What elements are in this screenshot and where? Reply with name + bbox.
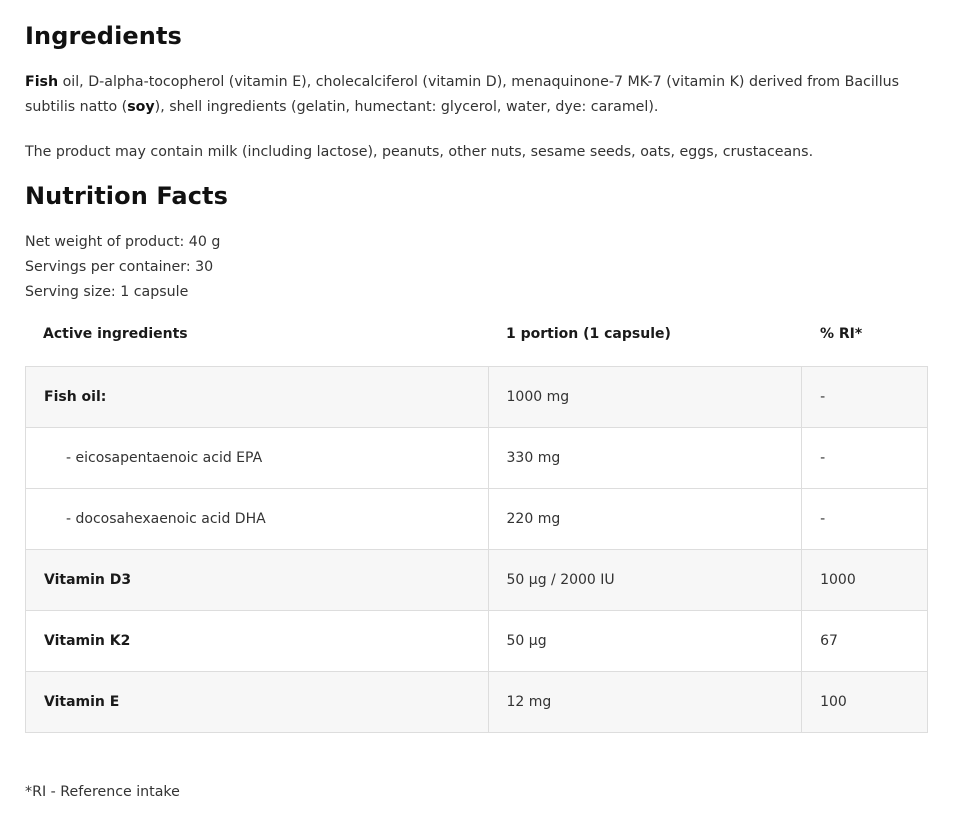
ingredient-ri: - (802, 367, 928, 428)
ingredients-text-part1: oil, D-alpha-tocopherol (vitamin E), cholecalciferol (vitamin D), menaquinone-7 MK-7 (vitamin K) derived from Bacillus subtilis natto ( (25, 74, 900, 115)
ingredient-portion: 12 mg (488, 672, 802, 733)
ingredient-ri: 1000 (802, 550, 928, 611)
ingredient-portion: 1000 mg (488, 367, 802, 428)
allergens-text: The product may contain milk (including lactose), peanuts, other nuts, sesame seeds, oats, eggs, crustaceans. (25, 144, 814, 160)
ingredient-name: Fish oil: (26, 367, 489, 428)
header-ri: % RI* (820, 326, 863, 342)
ingredient-name: Vitamin K2 (26, 611, 489, 672)
header-active-ingredients: Active ingredients (43, 326, 188, 342)
nutrition-meta (25, 230, 220, 305)
servings-per-container: Servings per container: 30 (25, 259, 214, 275)
table-row (26, 367, 928, 428)
serving-size: Serving size: 1 capsule (25, 284, 189, 300)
table-row (26, 428, 928, 489)
table-row (26, 611, 928, 672)
ingredient-name: - eicosapentaenoic acid EPA (26, 428, 489, 489)
ingredient-fish-bold: Fish (25, 74, 59, 90)
ingredients-text-part2: ), shell ingredients (gelatin, humectant: glycerol, water, dye: caramel). (154, 99, 659, 115)
table-row (26, 672, 928, 733)
ingredients-text (25, 70, 915, 120)
ingredient-ri: - (802, 428, 928, 489)
header-portion: 1 portion (1 capsule) (506, 326, 671, 342)
nutrition-facts-heading: Nutrition Facts (25, 182, 229, 210)
ingredient-portion: 220 mg (488, 489, 802, 550)
ingredient-ri: - (802, 489, 928, 550)
ingredient-portion: 50 μg / 2000 IU (488, 550, 802, 611)
ingredient-name: Vitamin D3 (26, 550, 489, 611)
ingredients-heading: Ingredients (25, 22, 182, 50)
ingredient-portion: 330 mg (488, 428, 802, 489)
ingredient-ri: 100 (802, 672, 928, 733)
allergen-soy-bold: soy (127, 99, 155, 115)
ingredient-portion: 50 μg (488, 611, 802, 672)
nutrition-table-header (25, 314, 928, 356)
ingredient-name: - docosahexaenoic acid DHA (26, 489, 489, 550)
net-weight: Net weight of product: 40 g (25, 234, 221, 250)
ingredient-name: Vitamin E (26, 672, 489, 733)
table-row (26, 489, 928, 550)
nutrition-table (25, 366, 928, 733)
ingredient-ri: 67 (802, 611, 928, 672)
table-row (26, 550, 928, 611)
ri-footnote: *RI - Reference intake (25, 784, 180, 800)
